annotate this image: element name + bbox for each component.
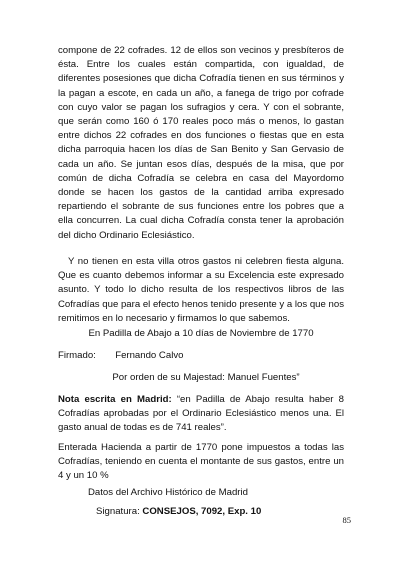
signed-label: Firmado: <box>58 350 96 361</box>
madrid-note <box>58 393 344 436</box>
signature-value: CONSEJOS, 7092, Exp. 10 <box>139 506 262 517</box>
page-number: 85 <box>342 515 351 525</box>
source-line: Datos del Archivo Histórico de Madrid <box>88 487 248 498</box>
signed-name: Fernando Calvo <box>115 350 184 361</box>
note-text: “en Padilla de Abajo resulta haber 8 Cofradías aprobadas por el Ordinario Eclesiástico menos una. El gasto anual de todas es de 741 reales”. <box>58 394 345 434</box>
note-label: Nota escrita en Madrid: <box>58 394 172 405</box>
paragraph-taxation: Enterada Hacienda a partir de 1770 pone impuestos a todas las Cofradías, teniendo en cuenta el montante de sus gastos, entre un 4 y un 10 % <box>58 442 344 482</box>
paragraph-cofradia-description: compone de 22 cofrades. 12 de ellos son vecinos y presbíteros de ésta. Entre los cuales están compartida, con igualdad, de diferentes posesiones que dicha Cofradía tienen en sus términos y la pagan a escote, en cada un año, a fanega de trigo por cofrade con cuyo valor se pagan los sufragios y cera. Y con el sobrante, que serán como 160 ó 170 reales poco más o menos, lo gastan entre dichos 22 cofrades en dos funciones o fiestas que en esta dicha parroquia hacen los días de San Benito y San Gervasio de cada un año. Se juntan esos días, después de la misa, que por común de dicha Cofradía se celebra en casa del Mayordomo donde se hacen los gastos de la cantidad arriba expresado repartiendo el sobrante de sus funciones entre los pobres que a ella concurren. La cual dicha Cofradía consta tener la aprobación del dicho Ordinario Eclesiástico. <box>58 45 344 241</box>
dateline: En Padilla de Abajo a 10 días de Noviembre de 1770 <box>88 328 314 339</box>
paragraph-no-other-expenses: Y no tienen en esta villa otros gastos ni celebren fiesta alguna. Que es cuanto debemos informar a su Excelencia este expresado asunto. Y todo lo dicho resulta de los respectivos libros de las Cofradías que para el efecto henos tenido presente y a los que nos remitimos en lo necesario y firmamos lo que sabemos. <box>58 256 344 324</box>
signature-label: Signatura: <box>96 506 140 517</box>
order-line: Por orden de su Majestad: Manuel Fuentes” <box>112 372 300 383</box>
signature-line <box>96 505 344 519</box>
signed-line <box>58 349 344 363</box>
